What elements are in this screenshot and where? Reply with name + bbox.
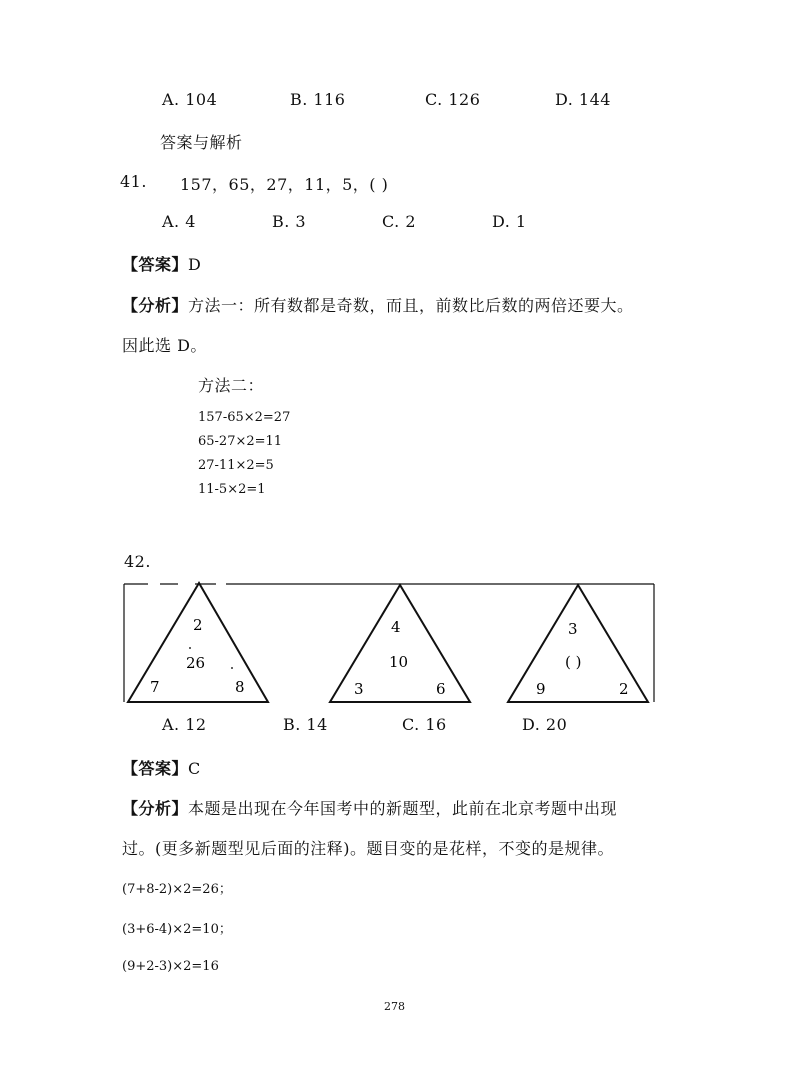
q42-option-b: B. 14	[283, 715, 328, 734]
triangle-1	[128, 583, 268, 702]
q42-option-d: D. 20	[522, 715, 568, 734]
tri2-left: 3	[354, 680, 364, 698]
q42-number: 42.	[124, 552, 151, 571]
tri1-left: 7	[150, 678, 160, 696]
q42-answer-value: C	[188, 759, 201, 778]
q42-option-a: A. 12	[162, 715, 207, 734]
tri2-center: 10	[389, 653, 409, 671]
page-number: 278	[384, 1000, 405, 1013]
q42-answer	[122, 756, 201, 779]
tri3-top: 3	[568, 620, 578, 638]
q42-step-3: (9+2-3)×2=16	[122, 959, 219, 974]
tri3-right: 2	[619, 680, 629, 698]
q41-analysis-line2: 因此选 D。	[122, 336, 207, 355]
tri3-center: ( )	[565, 653, 582, 671]
q41-option-b: B. 3	[272, 212, 307, 231]
tri1-right: 8	[235, 678, 245, 696]
scan-speck	[189, 647, 191, 649]
q41-option-a: A. 4	[162, 212, 196, 231]
q42-analysis-label: 【分析】	[122, 799, 189, 818]
q41-option-c: C. 2	[382, 212, 417, 231]
q41-number: 41.	[120, 172, 147, 191]
q41-analysis-label: 【分析】	[122, 296, 189, 315]
q41-method2-title: 方法二：	[198, 376, 265, 395]
q42-answer-label: 【答案】	[122, 759, 189, 778]
q41-step-3: 27-11×2=5	[198, 458, 274, 473]
q41-step-1: 157-65×2=27	[198, 410, 291, 425]
q41-step-2: 65-27×2=11	[198, 434, 283, 449]
q40-option-a: A. 104	[162, 90, 218, 109]
q42-analysis-line2: 过。(更多新题型见后面的注释)。题目变的是花样，不变的是规律。	[122, 839, 614, 858]
q42-step-1: (7+8-2)×2=26；	[122, 882, 232, 897]
q42-step-2: (3+6-4)×2=10；	[122, 922, 232, 937]
tri1-top: 2	[193, 616, 203, 634]
q42-option-c: C. 16	[402, 715, 447, 734]
q40-option-c: C. 126	[425, 90, 481, 109]
q40-option-b: B. 116	[290, 90, 346, 109]
q42-analysis-line1	[122, 796, 617, 819]
q41-option-d: D. 1	[492, 212, 527, 231]
section-heading: 答案与解析	[160, 133, 243, 152]
tri3-left: 9	[536, 680, 546, 698]
q40-option-d: D. 144	[555, 90, 611, 109]
q41-answer-label: 【答案】	[122, 255, 189, 274]
q42-analysis-text1: 本题是出现在今年国考中的新题型，此前在北京考题中出现	[188, 799, 618, 818]
tri2-right: 6	[436, 680, 446, 698]
tri1-center: 26	[186, 654, 206, 672]
q41-analysis-text1: 方法一：所有数都是奇数，而且，前数比后数的两倍还要大。	[188, 296, 634, 315]
scan-speck	[231, 667, 233, 669]
triangle-2	[330, 585, 470, 702]
q41-sequence: 157，65，27，11，5，( )	[180, 175, 389, 194]
q41-answer-value: D	[188, 255, 202, 274]
tri2-top: 4	[391, 618, 401, 636]
q41-step-4: 11-5×2=1	[198, 482, 266, 497]
